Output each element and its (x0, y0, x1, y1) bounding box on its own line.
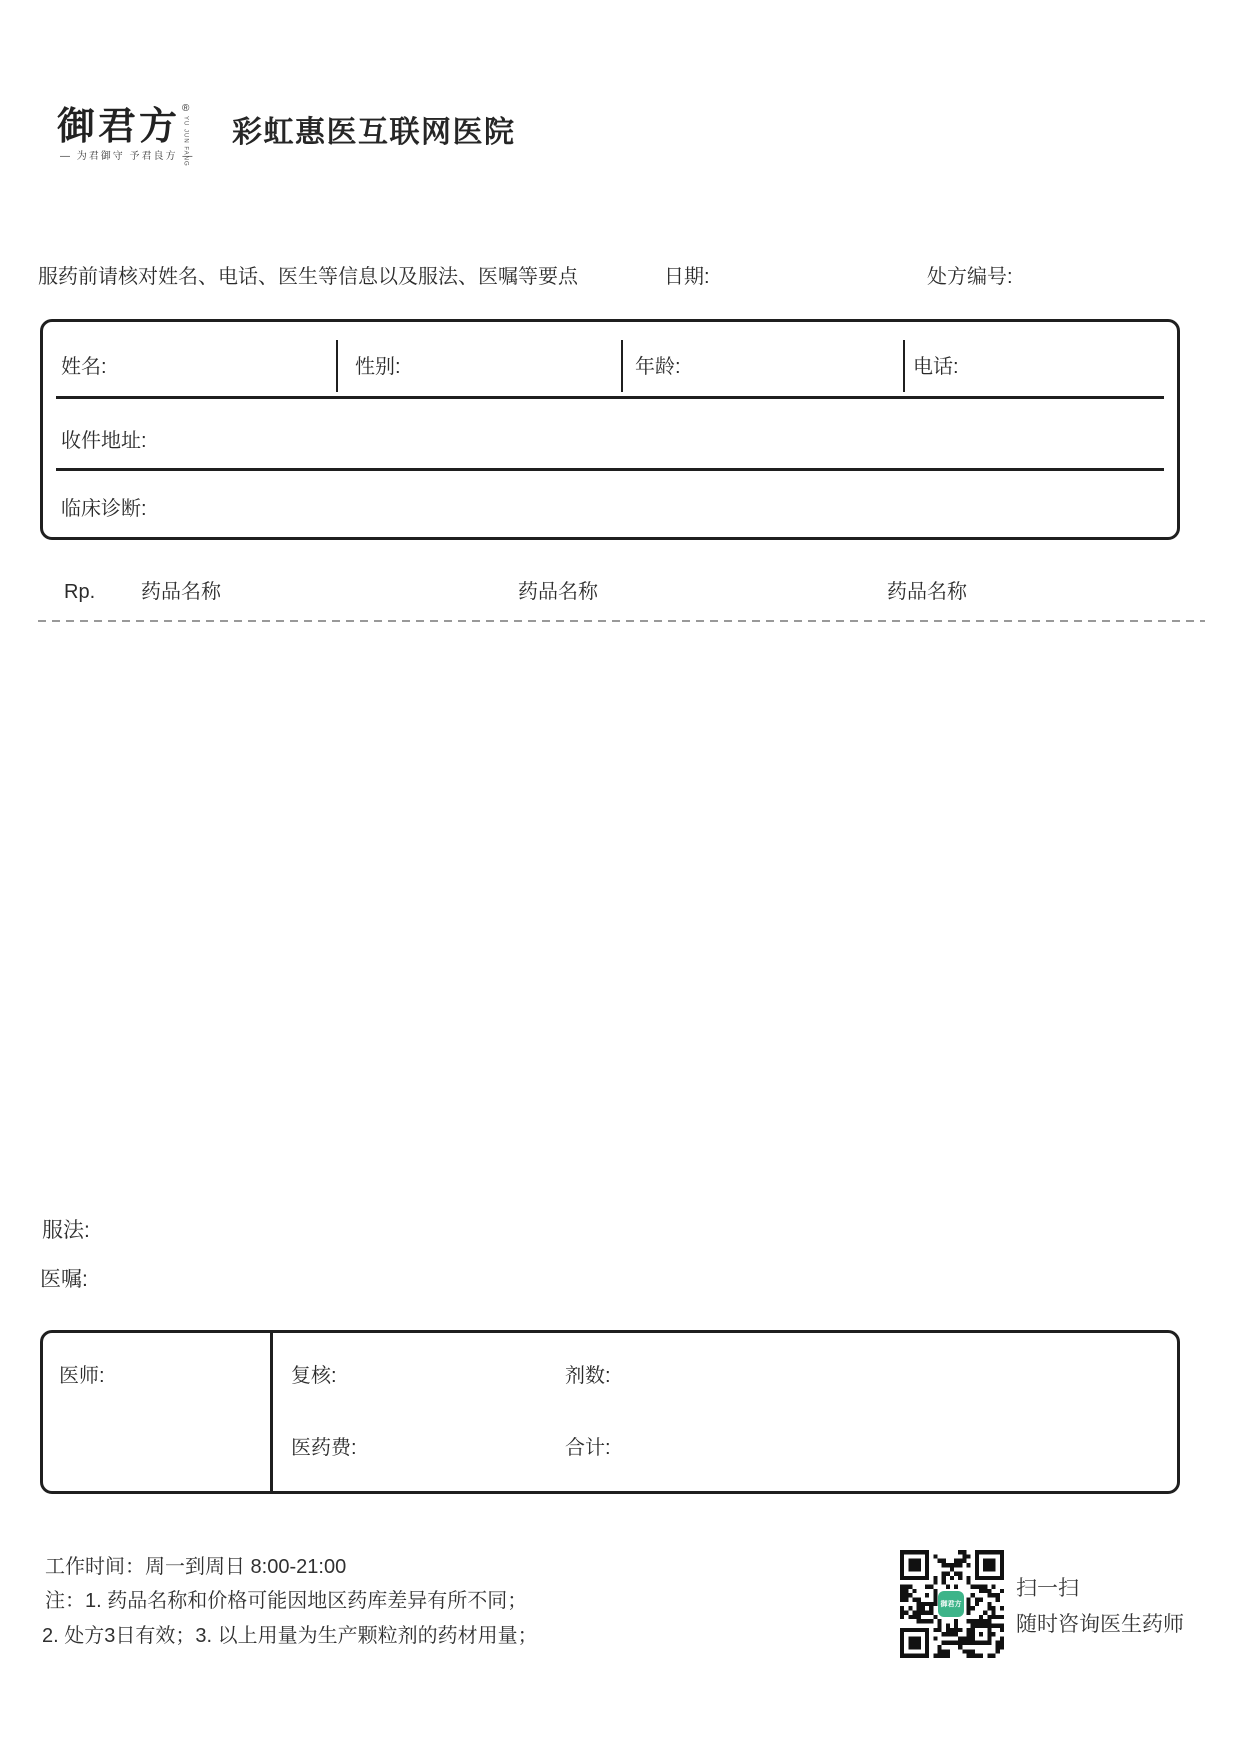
doctor-label: 医师: (59, 1365, 105, 1387)
address-label: 收件地址: (61, 430, 147, 452)
drug-column-header: 药品名称 (141, 581, 221, 603)
gender-label: 性别: (355, 356, 401, 378)
total-label: 合计: (565, 1437, 611, 1459)
prescription-number-label: 处方编号: (927, 266, 1013, 288)
note-line-2: 2. 处方3日有效；3. 以上用量为生产颗粒剂的药材用量； (42, 1625, 538, 1647)
age-label: 年龄: (635, 356, 681, 378)
dashed-divider (38, 620, 1205, 622)
consult-caption: 随时咨询医生药师 (1016, 1613, 1184, 1636)
column-divider (903, 340, 905, 392)
registered-mark: ® (182, 103, 190, 114)
scan-caption: 扫一扫 (1016, 1577, 1079, 1600)
usage-label: 服法: (42, 1219, 90, 1242)
qr-code (900, 1550, 1004, 1658)
notice-text: 服药前请核对姓名、电话、医生等信息以及服法、医嘱等要点 (38, 266, 578, 288)
phone-label: 电话: (913, 356, 959, 378)
date-label: 日期: (664, 266, 710, 288)
diagnosis-label: 临床诊断: (61, 498, 147, 520)
review-label: 复核: (291, 1365, 337, 1387)
drug-column-header: 药品名称 (518, 581, 598, 603)
column-divider (621, 340, 623, 392)
rp-label: Rp. (64, 581, 96, 603)
qr-center-badge: 御君方 (938, 1591, 964, 1617)
dose-count-label: 剂数: (565, 1365, 611, 1387)
column-divider (270, 1333, 273, 1491)
fee-label: 医药费: (291, 1437, 357, 1459)
logo-tagline: — 为君御守 予君良方 — (60, 151, 195, 162)
row-divider (56, 468, 1164, 471)
logo-vertical-text: YU JUN FANG (182, 116, 189, 167)
working-hours: 工作时间：周一到周日 8:00-21:00 (45, 1556, 347, 1578)
drug-column-header: 药品名称 (887, 581, 967, 603)
signature-box (40, 1330, 1180, 1494)
note-line-1: 注：1. 药品名称和价格可能因地区药库差异有所不同； (45, 1590, 528, 1612)
name-label: 姓名: (61, 356, 107, 378)
logo-text: 御君方 (57, 103, 181, 148)
row-divider (56, 396, 1164, 399)
column-divider (336, 340, 338, 392)
hospital-title: 彩虹惠医互联网医院 (232, 116, 516, 149)
patient-info-box (40, 319, 1180, 540)
advice-label: 医嘱: (40, 1268, 88, 1291)
